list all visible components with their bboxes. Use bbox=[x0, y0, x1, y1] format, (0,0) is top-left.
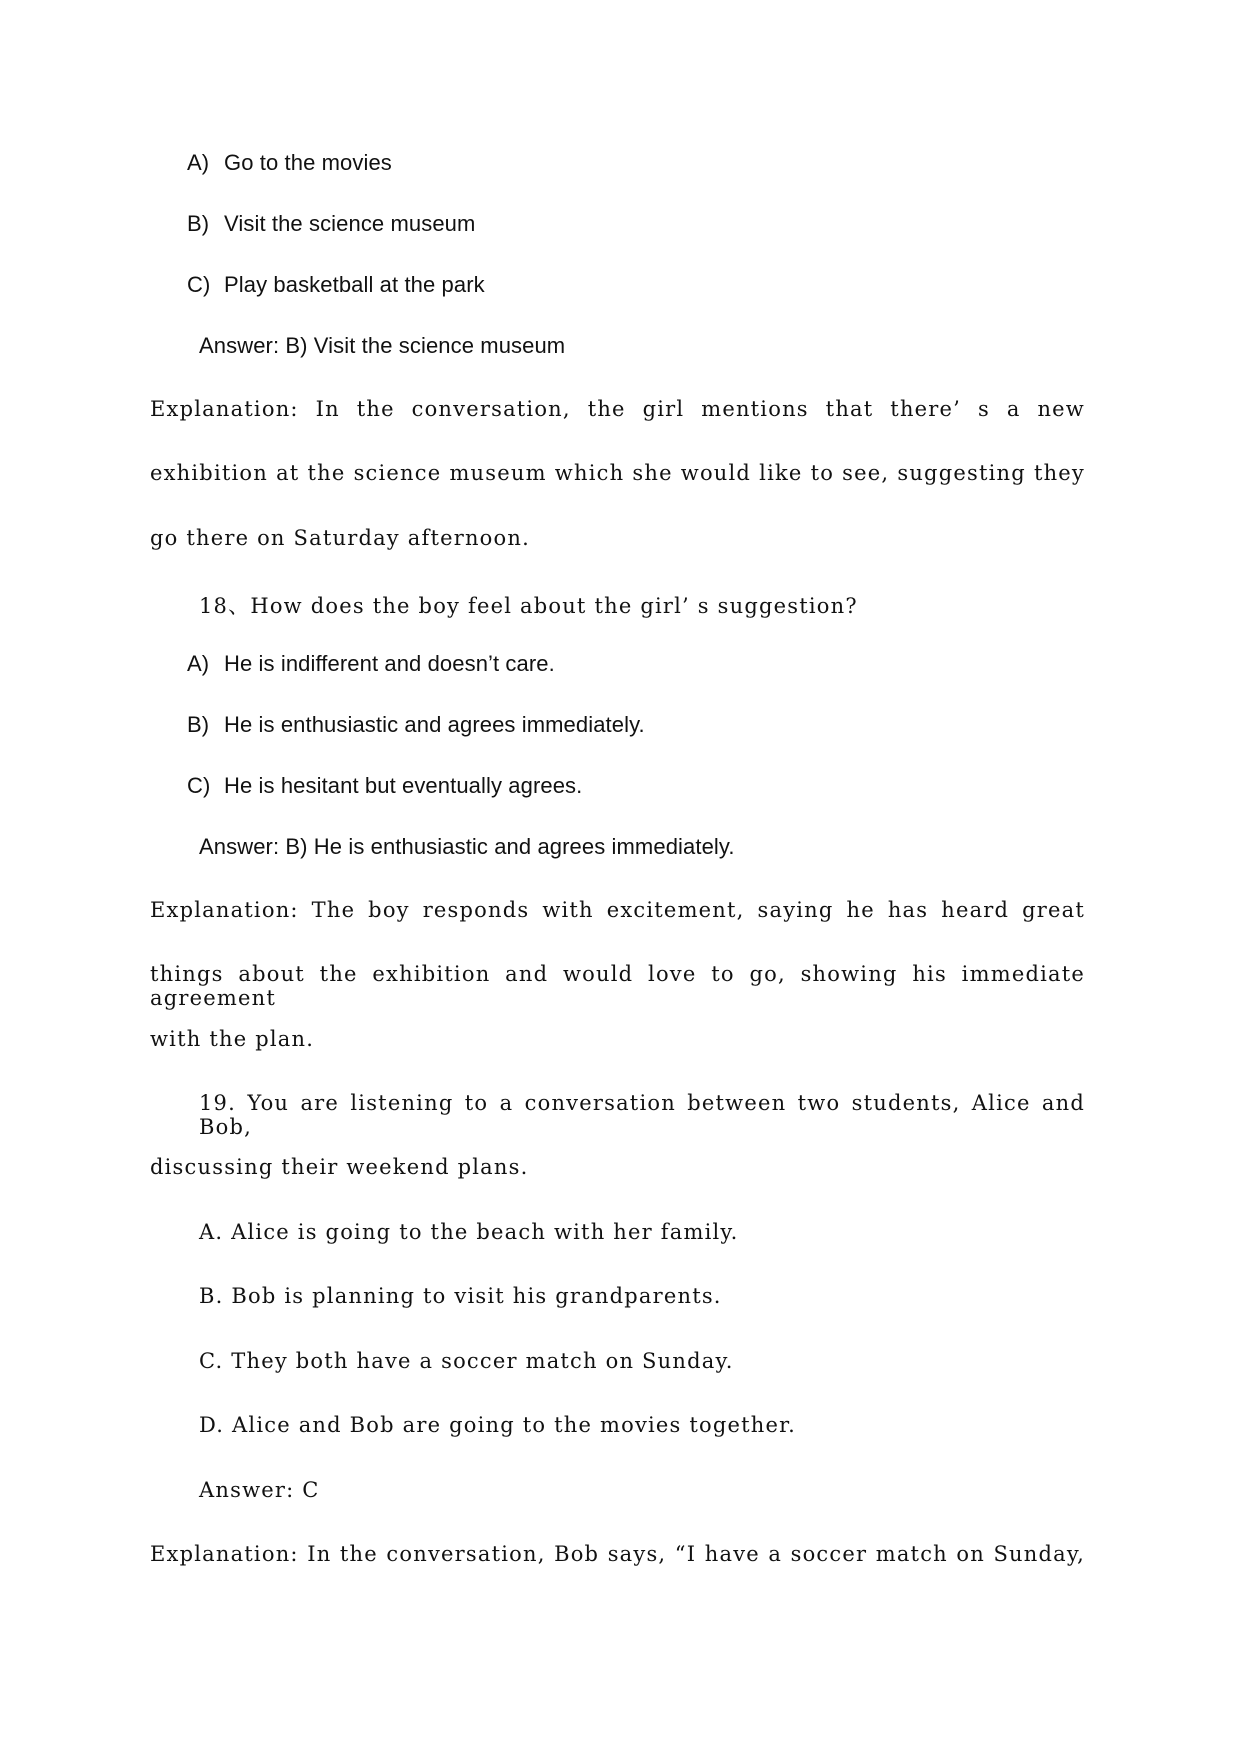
q17-option-a bbox=[187, 150, 392, 176]
q18-option-b bbox=[187, 712, 645, 738]
q19-question-line: 19. You are listening to a conversation between two students, Alice and Bob, bbox=[199, 1091, 1085, 1139]
option-letter: A) bbox=[187, 651, 210, 676]
q17-explanation-line: exhibition at the science museum which she would like to see, suggesting they bbox=[150, 461, 1085, 485]
q19-option-d: D. Alice and Bob are going to the movies together. bbox=[199, 1413, 796, 1437]
q18-explanation-line: things about the exhibition and would love to go, showing his immediate agreement bbox=[150, 962, 1085, 1010]
q18-option-a bbox=[187, 651, 555, 677]
q18-answer: Answer: B) He is enthusiastic and agrees immediately. bbox=[199, 834, 735, 859]
q18-explanation-line: with the plan. bbox=[150, 1027, 315, 1051]
q19-answer: Answer: C bbox=[199, 1478, 320, 1502]
option-text: He is enthusiastic and agrees immediately. bbox=[224, 712, 645, 737]
q17-answer: Answer: B) Visit the science museum bbox=[199, 333, 566, 358]
q19-question-line: discussing their weekend plans. bbox=[150, 1155, 529, 1179]
option-letter: A) bbox=[187, 150, 210, 175]
q18-option-c bbox=[187, 773, 582, 799]
option-text: Visit the science museum bbox=[224, 211, 476, 236]
option-letter: C) bbox=[187, 773, 211, 798]
q17-option-b bbox=[187, 211, 475, 237]
option-letter: B) bbox=[187, 712, 210, 737]
q17-explanation-line: go there on Saturday afternoon. bbox=[150, 526, 530, 550]
q19-explanation-line: Explanation: In the conversation, Bob says, “I have a soccer match on Sunday, bbox=[150, 1542, 1085, 1566]
option-text: He is indifferent and doesn’t care. bbox=[224, 651, 555, 676]
q17-option-c bbox=[187, 272, 485, 298]
option-letter: C) bbox=[187, 272, 211, 297]
q17-explanation-line: Explanation: In the conversation, the girl mentions that there’ s a new bbox=[150, 397, 1085, 421]
q18-question: 18、How does the boy feel about the girl’ s suggestion? bbox=[199, 594, 858, 618]
option-text: He is hesitant but eventually agrees. bbox=[224, 773, 583, 798]
option-letter: B) bbox=[187, 211, 210, 236]
option-text: Go to the movies bbox=[224, 150, 392, 175]
q18-explanation-line: Explanation: The boy responds with excitement, saying he has heard great bbox=[150, 898, 1085, 922]
q19-option-c: C. They both have a soccer match on Sunday. bbox=[199, 1349, 734, 1373]
q19-option-a: A. Alice is going to the beach with her family. bbox=[199, 1220, 739, 1244]
option-text: Play basketball at the park bbox=[224, 272, 485, 297]
q19-option-b: B. Bob is planning to visit his grandparents. bbox=[199, 1284, 722, 1308]
